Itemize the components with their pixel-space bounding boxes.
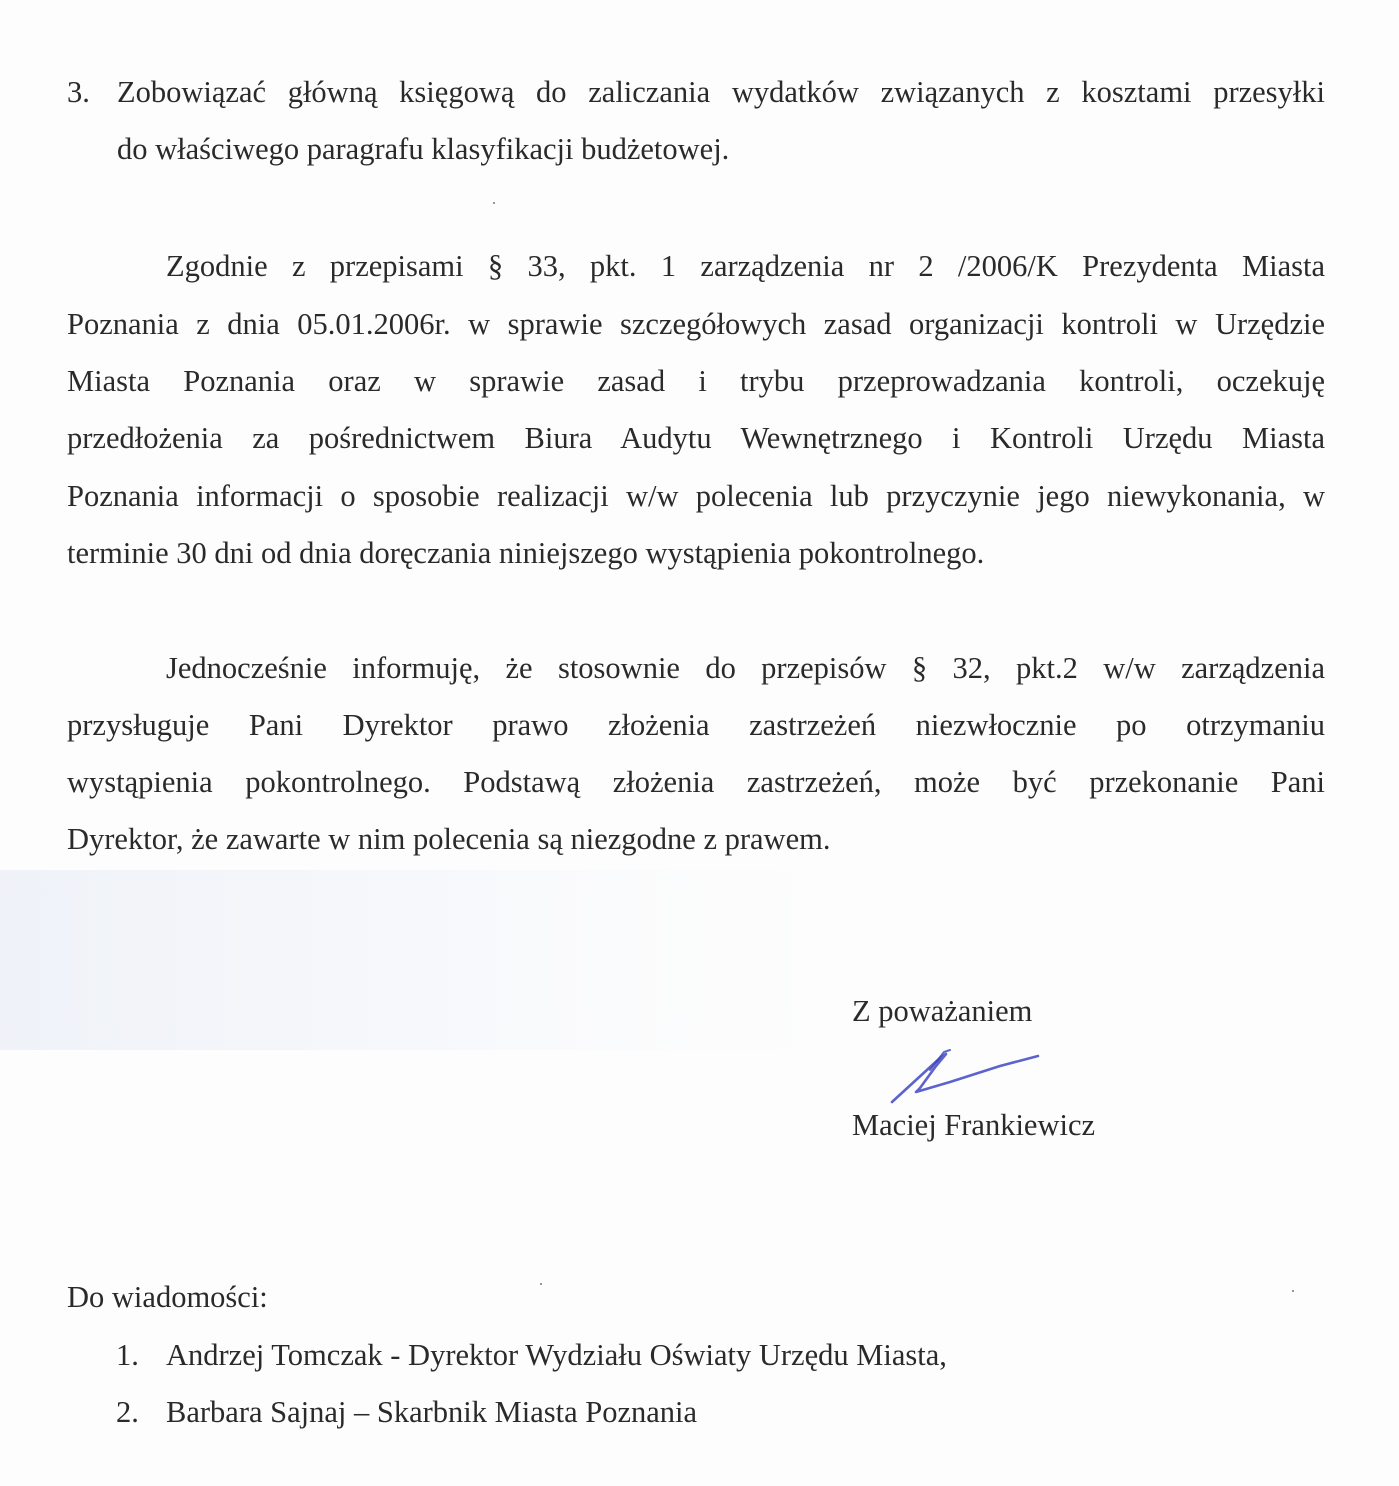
distribution-item-number: 2. <box>116 1395 139 1429</box>
scan-speck <box>493 202 495 204</box>
distribution-item-text: Andrzej Tomczak - Dyrektor Wydziału Oświaty Urzędu Miasta, <box>166 1338 947 1372</box>
paragraph-line: Poznania informacji o sposobie realizacji w/w polecenia lub przyczynie jego niewykonania, w <box>67 479 1325 513</box>
scan-speck <box>540 1283 542 1285</box>
scan-speck <box>1292 1290 1294 1292</box>
paragraph-line: Miasta Poznania oraz w sprawie zasad i trybu przeprowadzania kontroli, oczekuję <box>67 364 1325 398</box>
paragraph-line: Dyrektor, że zawarte w nim polecenia są niezgodne z prawem. <box>67 822 831 856</box>
signatory-name: Maciej Frankiewicz <box>852 1108 1096 1142</box>
paragraph-line: wystąpienia pokontrolnego. Podstawą złożenia zastrzeżeń, może być przekonanie Pani <box>67 765 1325 799</box>
paragraph-line: terminie 30 dni od dnia doręczania niniejszego wystąpienia pokontrolnego. <box>67 536 985 570</box>
list-item-text-line: do właściwego paragrafu klasyfikacji budżetowej. <box>117 132 730 166</box>
paragraph-line: Jednocześnie informuję, że stosownie do przepisów § 32, pkt.2 w/w zarządzenia <box>166 651 1325 685</box>
paragraph-line: Zgodnie z przepisami § 33, pkt. 1 zarządzenia nr 2 /2006/K Prezydenta Miasta <box>166 249 1325 283</box>
distribution-heading: Do wiadomości: <box>67 1280 268 1314</box>
list-item-number: 3. <box>67 75 90 109</box>
list-item-text-line: Zobowiązać główną księgową do zaliczania wydatków związanych z kosztami przesyłki <box>117 75 1325 109</box>
distribution-item-number: 1. <box>116 1338 139 1372</box>
distribution-item-text: Barbara Sajnaj – Skarbnik Miasta Poznania <box>166 1395 698 1429</box>
handwritten-signature <box>880 1040 1050 1110</box>
paragraph-line: przedłożenia za pośrednictwem Biura Audytu Wewnętrznego i Kontroli Urzędu Miasta <box>67 421 1325 455</box>
salutation: Z poważaniem <box>852 994 1033 1028</box>
scan-shading <box>0 870 820 1050</box>
paragraph-line: przysługuje Pani Dyrektor prawo złożenia zastrzeżeń niezwłocznie po otrzymaniu <box>67 708 1325 742</box>
paragraph-line: Poznania z dnia 05.01.2006r. w sprawie szczegółowych zasad organizacji kontroli w Urzędzie <box>67 307 1325 341</box>
